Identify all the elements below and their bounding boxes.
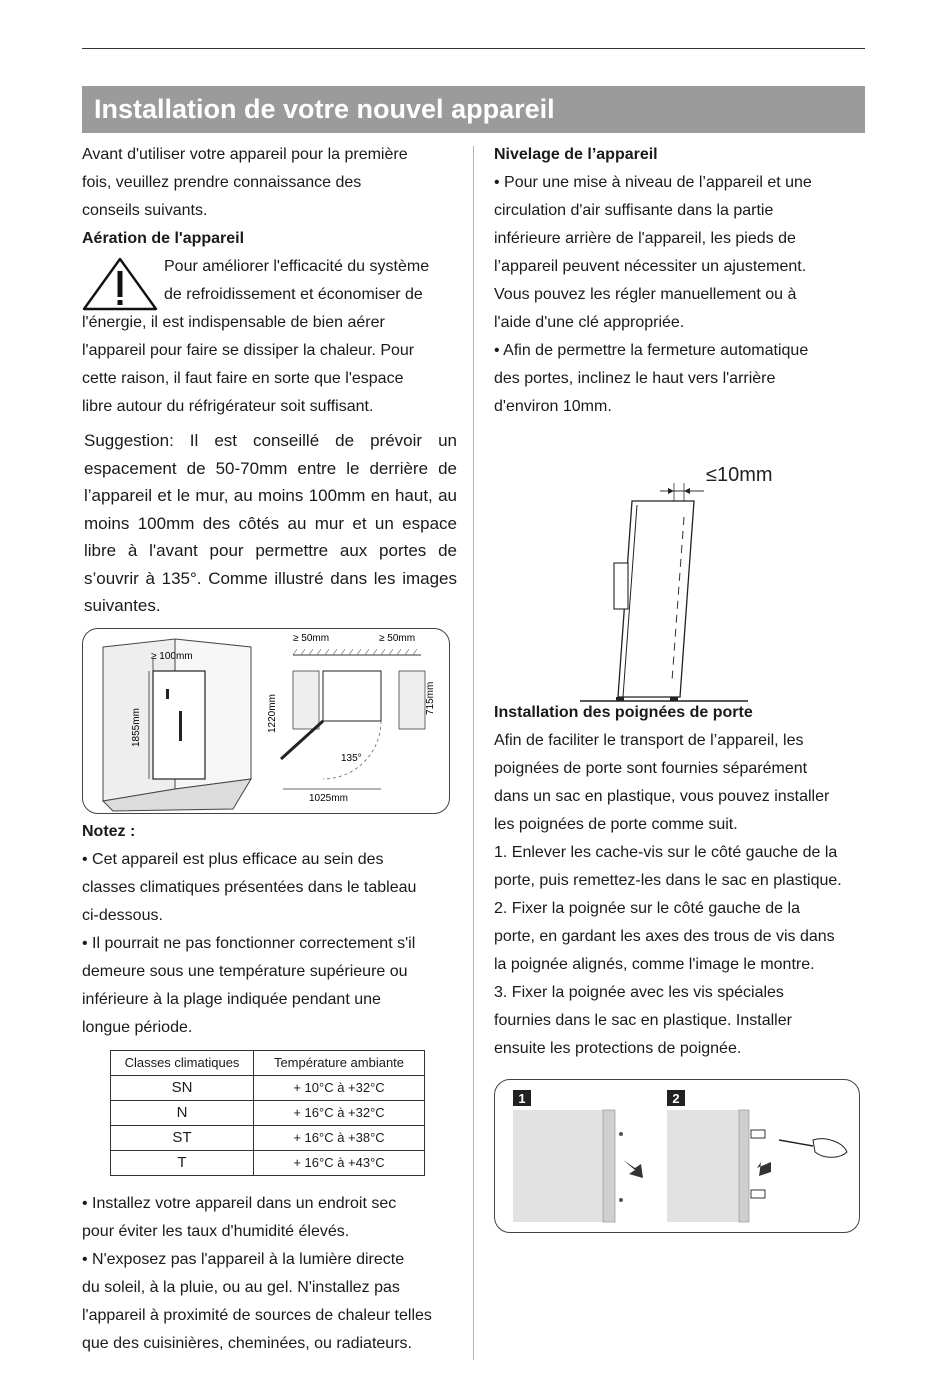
door-panel-2 <box>667 1110 739 1222</box>
temp-cell: + 16°C à +43°C <box>254 1150 425 1175</box>
fridge-display <box>166 689 169 699</box>
step-line: la poignée alignés, comme l'image le montre. <box>494 956 815 973</box>
notez-title: Notez : <box>82 822 136 840</box>
section-title: Installation de votre nouvel appareil <box>94 94 555 124</box>
tilted-fridge <box>618 501 694 697</box>
step-line: porte, puis remettez-les dans le sac en plastique. <box>494 872 842 889</box>
sun-line: • N'exposez pas l'appareil à la lumière directe <box>82 1250 405 1268</box>
fridge-handle-side <box>614 563 628 609</box>
handles-line: poignées de porte sont fournies séparément <box>494 760 808 777</box>
tilt-figure <box>494 421 866 703</box>
clearance-figure <box>82 628 450 814</box>
climate-table <box>110 1050 425 1176</box>
level-line: circulation d'air suffisante dans la partie <box>494 202 774 219</box>
level-line: des portes, inclinez le haut vers l'arrière <box>494 370 776 387</box>
fridge-top-view <box>323 671 381 721</box>
step-line: 1. Enlever les cache-vis sur le côté gauche de la <box>494 844 838 861</box>
section-header <box>82 86 865 133</box>
table-header: Classes climatiques <box>111 1050 254 1075</box>
level-line: • Afin de permettre la fermeture automatique <box>494 342 809 359</box>
temp-cell: + 16°C à +32°C <box>254 1100 425 1125</box>
table-row <box>111 1150 425 1175</box>
aeration-line: cette raison, il faut faire en sorte que l'espace <box>82 370 404 387</box>
level-line: l’appareil peuvent nécessiter un ajustement. <box>494 258 807 275</box>
table-header-row <box>111 1050 425 1075</box>
notez-line: • Il pourrait ne pas fonctionner correctement s'il <box>82 934 416 952</box>
suggestion-text: Suggestion: Il est conseillé de prévoir un espacement de 50-70mm entre le derrière de l’appareil et le mur, au moins 100mm en haut, au moins 100mm des côtés au mur et un espace libre à l'avant pour permettre aux portes de s’ouvrir à 135°. Comme illustré dans les images suivantes. <box>84 431 457 615</box>
notez-line: • Cet appareil est plus efficace au sein des <box>82 850 384 868</box>
temp-cell: + 10°C à +32°C <box>254 1075 425 1100</box>
dry-line: pour éviter les taux d'humidité élevés. <box>82 1222 350 1240</box>
class-cell: T <box>111 1150 254 1175</box>
step-2-number: 2 <box>672 1091 680 1106</box>
sun-line: du soleil, à la pluie, ou au gel. N'installez pas <box>82 1278 400 1296</box>
left-column <box>82 141 457 1358</box>
sun-line: l'appareil à proximité de sources de chaleur telles <box>82 1306 432 1324</box>
body-depth-label: 715mm <box>425 681 436 715</box>
aeration-line: l'énergie, il est indispensable de bien aérer <box>82 314 385 331</box>
intro-line: fois, veuillez prendre connaissance des <box>82 174 362 191</box>
handles-line: Afin de faciliter le transport de l’appareil, les <box>494 732 804 749</box>
intro-line: conseils suivants. <box>82 202 208 219</box>
arrow-out-icon <box>623 1160 643 1178</box>
aeration-line: l'appareil pour faire se dissiper la chaleur. Pour <box>82 342 415 359</box>
class-cell: SN <box>111 1075 254 1100</box>
right-column <box>494 141 866 1233</box>
notez-line: demeure sous une température supérieure ou <box>82 962 408 980</box>
aeration-line: Pour améliorer l'efficacité du système <box>164 258 430 275</box>
fridge-handle <box>179 711 182 741</box>
step-line: porte, en gardant les axes des trous de vis dans <box>494 928 835 945</box>
side-left-label: ≥ 50mm <box>293 632 330 644</box>
height-label: 1855mm <box>131 707 142 747</box>
sun-line: que des cuisinières, cheminées, ou radiateurs. <box>82 1334 412 1352</box>
level-line: d'environ 10mm. <box>494 398 612 415</box>
level-line: • Pour une mise à niveau de l’appareil et une <box>494 174 812 191</box>
level-title: Nivelage de l’appareil <box>494 146 658 163</box>
side-wall-right <box>399 671 425 729</box>
door-panel-1 <box>513 1110 605 1222</box>
tilt-label: ≤10mm <box>706 464 773 486</box>
table-header: Température ambiante <box>254 1050 425 1075</box>
side-wall-left <box>293 671 319 729</box>
class-cell: ST <box>111 1125 254 1150</box>
side-right-label: ≥ 50mm <box>379 632 416 644</box>
table-row <box>111 1125 425 1150</box>
class-cell: N <box>111 1100 254 1125</box>
angle-label: 135° <box>341 752 362 764</box>
notez-line: longue période. <box>82 1018 193 1036</box>
aeration-line: de refroidissement et économiser de <box>164 286 423 303</box>
step-1-number: 1 <box>518 1091 526 1106</box>
level-line: l'aide d'une clé appropriée. <box>494 314 685 331</box>
screwdriver-icon <box>779 1140 813 1146</box>
top-rule <box>82 48 865 49</box>
handles-title: Installation des poignées de porte <box>494 704 753 721</box>
level-line: inférieure arrière de l'appareil, les pieds de <box>494 230 796 247</box>
aeration-title: Aération de l'appareil <box>82 230 245 247</box>
notez-line: ci-dessous. <box>82 906 163 924</box>
notez-line: classes climatiques présentées dans le tableau <box>82 878 417 896</box>
intro-line: Avant d'utiliser votre appareil pour la première <box>82 146 408 163</box>
handles-line: dans un sac en plastique, vous pouvez installer <box>494 788 830 805</box>
hand-icon <box>813 1139 847 1158</box>
notez-line: inférieure à la plage indiquée pendant une <box>82 990 381 1008</box>
width-open-label: 1025mm <box>309 792 348 804</box>
table-row <box>111 1100 425 1125</box>
level-line: Vous pouvez les régler manuellement ou à <box>494 286 797 303</box>
aeration-block <box>82 253 457 309</box>
handle-figure <box>494 1079 860 1233</box>
step-line: 2. Fixer la poignée sur le côté gauche de la <box>494 900 800 917</box>
temp-cell: + 16°C à +38°C <box>254 1125 425 1150</box>
step-line: ensuite les protections de poignée. <box>494 1040 742 1057</box>
dry-line: • Installez votre appareil dans un endroit sec <box>82 1194 397 1212</box>
handles-line: les poignées de porte comme suit. <box>494 816 738 833</box>
aeration-line: libre autour du réfrigérateur soit suffisant. <box>82 398 374 415</box>
warning-icon <box>82 257 158 311</box>
top-clearance-label: ≥ 100mm <box>151 650 193 662</box>
arrow-in-icon <box>757 1162 771 1176</box>
table-row <box>111 1075 425 1100</box>
column-divider <box>473 146 474 1360</box>
step-line: fournies dans le sac en plastique. Installer <box>494 1012 792 1029</box>
depth-label: 1220mm <box>267 693 278 733</box>
step-line: 3. Fixer la poignée avec les vis spéciales <box>494 984 784 1001</box>
